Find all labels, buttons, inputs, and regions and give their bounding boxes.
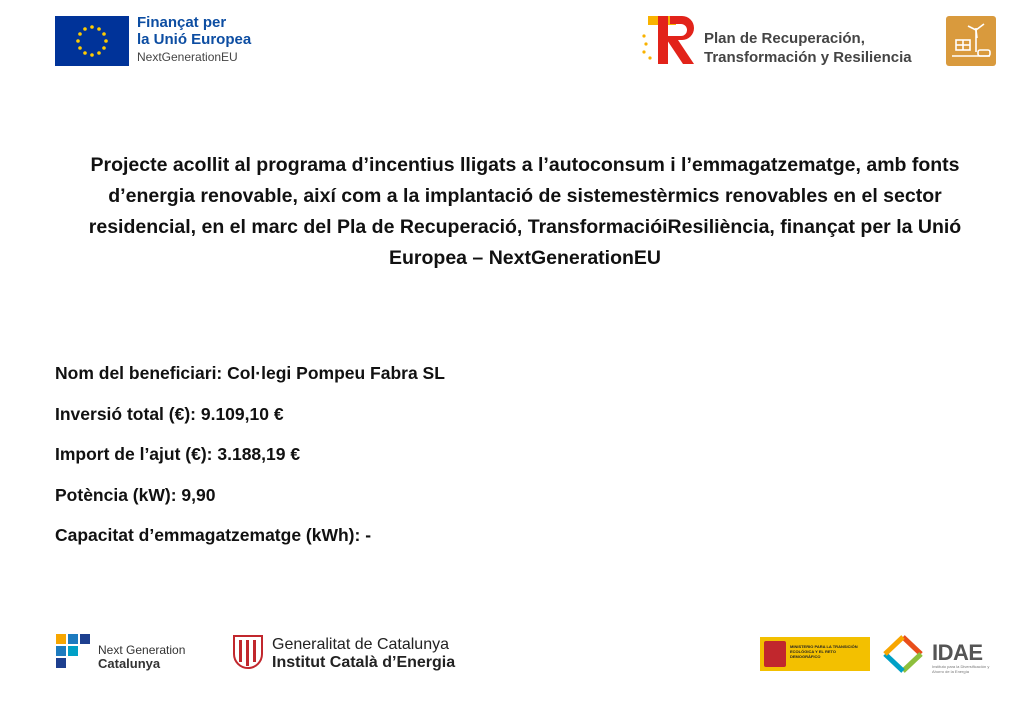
project-details [55,358,445,561]
prtr-line-1: Plan de Recuperación, [704,30,865,47]
generalitat-logo [272,636,455,671]
prtr-line-2: Transformación y Resiliencia [704,48,912,66]
gencat-line-1: Generalitat de Catalunya [272,636,449,653]
eu-line-1: Finançat per [137,14,227,31]
power-row: Potència (kW): 9,90 [55,484,216,505]
idae-emblem-icon [878,634,928,674]
idae-subtitle: Instituto para la Diversificación y Ahorro de la Energía [932,664,990,674]
project-title: Projecte acollit al programa d’incentius lligats a l’autoconsum i l’emmagatzematge, amb fonts d’energia renovable, així com a la implantació de sistemestèrmics renovables en el sector residencial, en el marc del Pla de Recuperació, TransformacióiResiliència, finançat per la Unió Europea – NextGenerationEU [88,154,962,269]
next-generation-catalunya-icon [56,634,92,670]
ngc-line-2: Catalunya [98,656,161,672]
investment-row: Inversió total (€): 9.109,10 € [55,403,284,424]
eu-line-3: NextGenerationEU [137,49,238,64]
beneficiary-row: Nom del beneficiari: Col·legi Pompeu Fabra SL [55,363,445,383]
eu-funding-logo [137,14,251,64]
next-generation-catalunya-logo [98,644,185,671]
ngc-line-1: Next Generation [98,643,186,657]
idae-wordmark: IDAE [932,640,983,665]
storage-row: Capacitat d’emmagatzematge (kWh): - [55,525,372,545]
generalitat-emblem-icon [232,634,264,670]
ministry-text: MINISTERIO PARA LA TRANSICIÓN ECOLÓGICA Y EL RETO DEMOGRÁFICO [790,644,858,659]
gencat-line-2: Institut Català d’Energia [272,653,456,671]
prtr-logo-icon [640,14,700,66]
aid-row: Import de l’ajut (€): 3.188,19 € [55,444,301,464]
eu-line-2: la Unió Europea [137,31,252,49]
renewable-energy-icon [946,16,996,66]
eu-flag-icon [55,16,129,66]
prtr-logo-text [704,30,912,68]
spain-coat-of-arms-icon [764,641,786,667]
